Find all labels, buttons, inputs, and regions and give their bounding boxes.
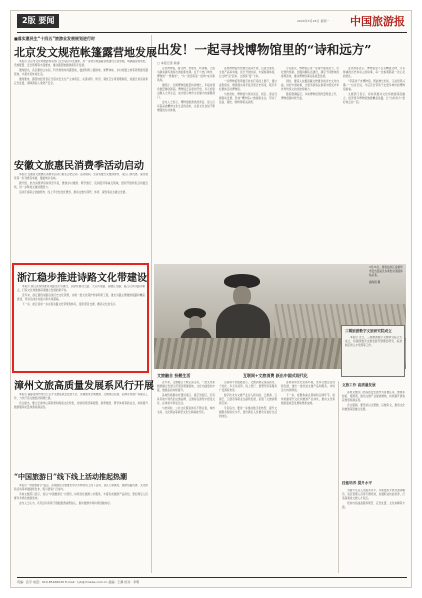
subhead-lower: 互联网+文旅消费 跃出中国式现代化: [243, 373, 308, 378]
sidebar-body: 本报讯 近日，三稀旅游数字文旅研究院正式成立，将围绕数字文旅发展开展理论研究、标准制定和人才培养等工作。: [345, 336, 402, 347]
article-body-beijing: 本报讯 北京市文化和旅游局等部门近日联合印发通知，进一步规范帐篷露营地建设运营管理，明确露营地选址、设施配置、安全管理等方面要求，推动露营旅游健康有序发展。 通知提出，各区要结合实际，科学规划布局露营地，鼓励利用公园绿地、郊野林地、乡村闲置土地等资源建设露营地，丰富市民休闲生活。 通知要求，露营地经营者应当落实安全生产主体责任，完善消防、防汛、餐饮卫生等管理制度，加强日常巡查和应急处置，保障游客人身财产安全。: [14, 60, 148, 85]
main-article-col-3: 专家建议，博物馆应进一步提升服务能力，优化预约机制，加强讲解队伍建设，满足不同群体的参观需求，推动博物馆事业高质量发展。 同时，要深入挖掘馆藏文物蕴含的历史文化内涵，讲好中国故事，让更多游客在参观中感受中华优秀传统文化的独特魅力。 随着假期临近，多地博物馆预约量明显上升，博物馆游持续升温。: [281, 67, 339, 100]
newspaper-page: [10, 10, 412, 588]
photo-caption-text: 3月15日，游客在浙江省湖州市安吉县溪龙乡黄杜村茶园体验采茶。: [369, 266, 403, 277]
article-body-anhui: 本报讯 安徽省文旅惠民消费季活动日前在合肥启动。活动期间，全省将推出文旅消费券、景区门票优惠、演出展览等一系列惠民举措，覆盖城乡各地。 据介绍，此次消费季将持续至年底，聚焦乡村旅游、研学旅行、夜间经济等重点领域，组织开展特色活动数百场，进一步释放文旅消费潜力。 活动还将联合金融机构、线上平台发放优惠券，推动文旅与商贸、体育、餐饮等业态融合发展。: [14, 173, 148, 194]
headline-zhangzhou: 漳州文旅高质量发展系风行开展: [14, 381, 154, 392]
article-body-zhejiang: 本报讯 浙江省持续推进诗路文化带建设，以浙东唐诗之路、大运河诗路、钱塘江诗路、瓯江山水诗路为重点，打造文化和旅游深度融合发展的新平台。 近年来，浙江围绕诗路沿线历史文化资源，实施一批文化保护传承利用工程，推出诗路主题旅游线路和精品游径，带动沿线乡村振兴和共同富裕。 下一步，浙江将进一步完善诗路文化带规划体系，强化项目支撑，擦亮文化金名片。: [17, 285, 145, 306]
lower-article-col-2: 互联网平台数据显示，文旅消费呈现品质化、个性化、多元化趋势，线上预订、智慧导览等服务广受游客欢迎。 数字技术为文旅产业注入新动能，云旅游、云演艺、云展览等新业态蓬勃发展，拓展了文旅消费新空间。 专家指出，要进一步推动数字化转型，提升文旅服务智能化水平，更好满足人民群众对美好生活的向往。: [219, 381, 277, 418]
headline-beijing-camping: 北京发文规范帐篷露营地发展: [14, 46, 157, 59]
main-byline: □ 本报记者 杨睿: [157, 61, 180, 65]
main-article-col-4: 受访游客表示，博物馆里不仅有精美文物，还有厚重的历史和动人的故事，每一次参观都是一次心灵的洗礼。 “带着孩子来博物馆，既能增长知识，又能培养兴趣。”一位家长说，今后还会带孩子去更多城市的博物馆看看。 文旅部门表示，将持续推动文化和旅游深度融合，培育更多博物馆旅游精品线路，让“诗和远方”更好地走到一起。: [343, 67, 405, 104]
page-footer: 责编：张宇 电话：010-85166030 E-mail：lyb@ctnews.com.cn 美编：王静 校对：李明: [17, 577, 407, 584]
headline-anhui-consumption: 安徽文旅惠民消费季活动启动: [14, 161, 144, 172]
column-divider: [338, 381, 339, 573]
lower-article-col-1: 近年来，文旅融合不断走深走实，一批文化和旅游融合发展示范项目相继落地，文化内涵更加丰富，旅游品质持续提升。 各地积极推动非遗进景区、演艺进街区，打造具有地方特色的文旅品牌，让游客在游览中感受文化、在体验中享受生活。 与此同时，公共文化服务体系不断完善，城市书房、文化驿站等新型文化空间遍地开花。: [157, 381, 215, 414]
header-rule: [17, 32, 407, 33]
masthead-logo: 中国旅游报: [350, 15, 405, 28]
right-article-col-2: 为提升从业人员服务水平，多地组织开展导游讲解员、景区管理人员等专题培训，加强职业技能培养，打造高素质文旅人才队伍。 培训内容涵盖服务规范、应急处置、文化讲解等方面。: [342, 489, 405, 509]
article-body-tourism-day: 本报讯 “中国旅游日”临近，各地围绕主题推出形式多样的线上线下活动，景区门票减免、旅游线路优惠、文化体验活动等举措陆续发布，吸引游客广泛参与。 多地文旅部门表示，将以“中国旅游日”为契机，持续优化旅游公共服务，丰富优质旅游产品供给，更好满足人民群众多样化旅游需求。 业内人士认为，系列活动有助于提振旅游消费信心，推动旅游市场持续回暖向好。: [14, 484, 148, 505]
story-kicker: ■落实惠民生“十四五”旅游业发展规划进行时: [14, 36, 96, 41]
article-body-zhangzhou: 本报讯 福建省漳州市近日召开文旅高质量发展大会，部署推进全域旅游、文旅项目招商、品牌宣传推广等重点工作，力争打造文旅经济新增长极。 会议提出，要立足漳州山海资源和闽南文化特色，加快培育滨海度假、康养旅居、研学体验等新业态，持续提升旅游服务质量和游客满意度。: [14, 393, 148, 409]
page-section-tag: 2版 要闻: [17, 14, 59, 28]
right-article-col-1: 各地文旅部门把高质量发展作为首要任务，聚焦补短板、强弱项，推动文旅产业提质增效，持续提升游客获得感和满意度。 会议强调，要坚持以文塑旅、以旅彰文，推进文化和旅游深度融合发展。: [342, 391, 405, 411]
bottom-subhead: 文旅工作 高质量发展: [342, 383, 376, 387]
sidebar-headline: 三稀旅游数字文旅研究院成立: [345, 329, 392, 333]
headline-zhejiang-poetry-road: 浙江稳步推进诗路文化带建设: [17, 273, 147, 284]
highlighted-article-box: [12, 263, 149, 373]
headline-tourism-day: “中国旅游日”线下线上活动推起热潮: [14, 472, 128, 481]
lower-article-col-3: 各地持续优化营商环境，支持文旅企业创新发展，推出一批优质文旅产品和服务，市场活力持续释放。 下一步，将聚焦重点领域和关键环节，加快构建现代文化和旅游产业体系，推动文化和旅游高质量发展取得新成效。: [281, 381, 335, 405]
main-article-col-2: 各地博物馆纷纷推出夜间开放、沉浸式展览、文创产品等举措，延长开放时间，丰富参观体验，让文物“活”起来、让游客“留”下来。 一些博物馆利用数字技术打造线上展厅，通过虚拟现实、增强现实等手段还原历史场景，吸引年轻群体走进博物馆。 与此同时，博物馆与周边景区、街区、商业设施联动发展，形成“博物馆+”旅游新业态，带动了住宿、餐饮、购物等相关消费。: [219, 67, 277, 104]
main-headline: 出发！一起寻找博物馆里的“诗和远方”: [157, 42, 372, 57]
sidebar-news-box: [341, 325, 405, 377]
main-article-col-1: 走进博物馆，看文物、赏展览、听讲解，已成为越来越多游客出游的新选择。在不少热门城市，博物馆“一票难求”，“为一座馆奔赴一座城”成为新风尚。 据统计，全国博物馆数量持续增长，年接待观众数量屡创新高。博物馆正以更加开放、多元的姿态融入大众生活，成为展示城市文化魅力的重要窗口。 业内人士表示，博物馆旅游热的背后，是人们对高品质精神文化生活的追求，也是文化自信不断增强的生动体现。: [157, 67, 215, 112]
photo-caption: [369, 266, 405, 285]
section-heading: 文旅融合 扮靓生活: [157, 373, 191, 378]
page-header: [11, 11, 411, 33]
bottom-subhead: 技能培养 提升水平: [342, 481, 373, 485]
issue-date: 2024年3月18日 星期一: [297, 19, 330, 23]
photo-credit: 谢尚国 摄: [369, 281, 381, 284]
column-divider: [151, 35, 152, 573]
